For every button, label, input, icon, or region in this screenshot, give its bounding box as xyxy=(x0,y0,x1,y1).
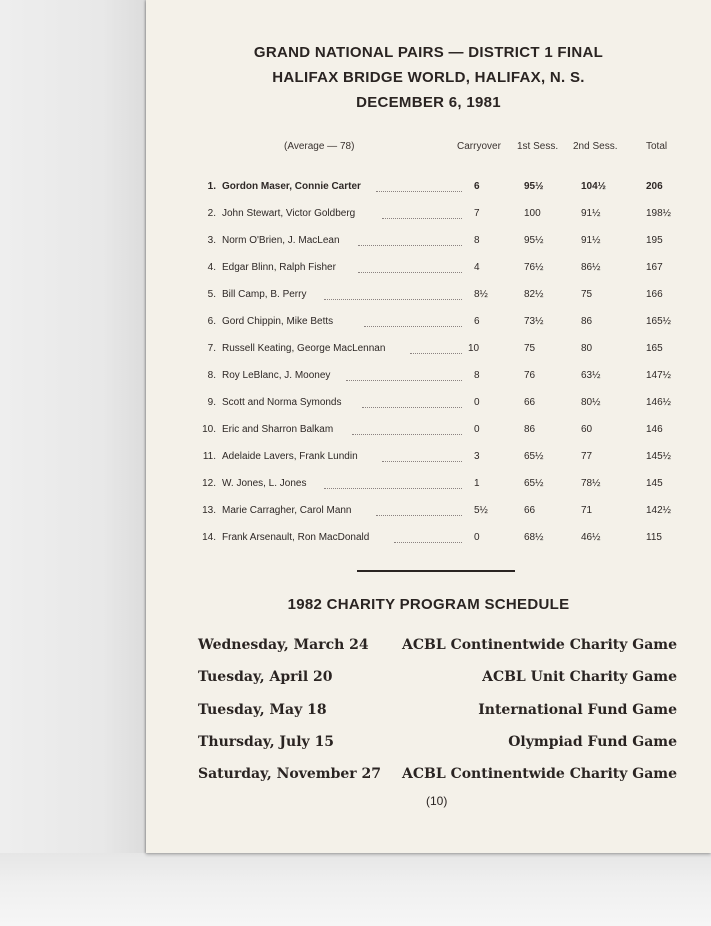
schedule-event: Olympiad Fund Game xyxy=(508,734,677,750)
schedule-event: ACBL Continentwide Charity Game xyxy=(402,766,677,782)
total-value: 142½ xyxy=(646,505,672,516)
first-session-value: 76½ xyxy=(524,262,544,273)
carryover-value: 0 xyxy=(474,397,480,408)
second-session-value: 78½ xyxy=(581,478,601,489)
total-value: 167 xyxy=(646,262,663,273)
second-session-value: 80 xyxy=(581,343,593,354)
table-row xyxy=(146,532,711,548)
first-session-value: 100 xyxy=(524,208,541,219)
first-session-value: 95½ xyxy=(524,235,544,246)
pair-names: Norm O'Brien, J. MacLean xyxy=(222,235,340,246)
pair-names: Russell Keating, George MacLennan xyxy=(222,343,386,354)
table-row xyxy=(146,208,711,224)
table-row xyxy=(146,370,711,386)
second-session-value: 80½ xyxy=(581,397,601,408)
leader-dots xyxy=(358,245,462,246)
table-row xyxy=(146,262,711,278)
rank: 14. xyxy=(202,532,216,543)
table-row xyxy=(146,343,711,359)
schedule-item xyxy=(198,734,677,754)
second-session-value: 46½ xyxy=(581,532,601,543)
total-value: 206 xyxy=(646,181,663,192)
rank: 13. xyxy=(202,505,216,516)
rank: 11. xyxy=(202,451,216,462)
total-value: 147½ xyxy=(646,370,672,381)
second-session-value: 75 xyxy=(581,289,593,300)
pair-names: Eric and Sharron Balkam xyxy=(222,424,334,435)
total-value: 195 xyxy=(646,235,663,246)
first-session-value: 95½ xyxy=(524,181,544,192)
carryover-value: 0 xyxy=(474,532,480,543)
schedule-item xyxy=(198,669,677,689)
schedule-date: Wednesday, March 24 xyxy=(198,637,369,653)
schedule-date: Tuesday, May 18 xyxy=(198,702,327,718)
carryover-value: 6 xyxy=(474,316,480,327)
carryover-value: 4 xyxy=(474,262,480,273)
total-value: 165 xyxy=(646,343,663,354)
leader-dots xyxy=(324,299,462,300)
second-session-value: 71 xyxy=(581,505,593,516)
second-session-value: 63½ xyxy=(581,370,601,381)
pair-names: Edgar Blinn, Ralph Fisher xyxy=(222,262,336,273)
rank: 3. xyxy=(207,235,216,246)
first-session-value: 65½ xyxy=(524,478,544,489)
average-note: (Average — 78) xyxy=(284,141,355,152)
carryover-value: 6 xyxy=(474,181,480,192)
pair-names: Gord Chippin, Mike Betts xyxy=(222,316,334,327)
first-session-value: 76 xyxy=(524,370,536,381)
rank: 4. xyxy=(207,262,216,273)
schedule-event: International Fund Game xyxy=(478,702,677,718)
schedule-date: Saturday, November 27 xyxy=(198,766,382,782)
first-session-value: 86 xyxy=(524,424,536,435)
leader-dots xyxy=(324,488,462,489)
schedule-title: 1982 CHARITY PROGRAM SCHEDULE xyxy=(287,596,570,613)
first-session-value: 65½ xyxy=(524,451,544,462)
table-row xyxy=(146,505,711,521)
event-title: GRAND NATIONAL PAIRS — DISTRICT 1 FINAL xyxy=(253,44,604,61)
pair-names: Marie Carragher, Carol Mann xyxy=(222,505,352,516)
table-row xyxy=(146,289,711,305)
total-value: 198½ xyxy=(646,208,672,219)
column-total: Total xyxy=(646,141,668,152)
leader-dots xyxy=(382,218,462,219)
total-value: 145½ xyxy=(646,451,672,462)
total-value: 115 xyxy=(646,532,662,543)
rank: 8. xyxy=(207,370,216,381)
table-row xyxy=(146,181,711,197)
second-session-value: 86 xyxy=(581,316,593,327)
pair-names: Bill Camp, B. Perry xyxy=(222,289,307,300)
total-value: 146½ xyxy=(646,397,672,408)
pair-names: W. Jones, L. Jones xyxy=(222,478,307,489)
carryover-value: 3 xyxy=(474,451,480,462)
second-session-value: 91½ xyxy=(581,208,601,219)
schedule-item xyxy=(198,702,677,722)
carryover-value: 8 xyxy=(474,235,480,246)
rank: 7. xyxy=(207,343,216,354)
first-session-value: 66 xyxy=(524,505,536,516)
rank: 2. xyxy=(207,208,216,219)
table-row xyxy=(146,451,711,467)
rank: 10. xyxy=(202,424,216,435)
carryover-value: 8½ xyxy=(474,289,488,300)
total-value: 146 xyxy=(646,424,663,435)
first-session-value: 82½ xyxy=(524,289,544,300)
leader-dots xyxy=(352,434,462,435)
event-venue: HALIFAX BRIDGE WORLD, HALIFAX, N. S. xyxy=(272,69,585,86)
rank: 9. xyxy=(207,397,216,408)
rank: 6. xyxy=(207,316,216,327)
schedule-event: ACBL Continentwide Charity Game xyxy=(402,637,677,653)
background-bottom xyxy=(0,853,711,926)
document-page xyxy=(146,0,711,853)
table-row xyxy=(146,397,711,413)
schedule-item xyxy=(198,766,677,786)
carryover-value: 0 xyxy=(474,424,480,435)
pair-names: Adelaide Lavers, Frank Lundin xyxy=(222,451,358,462)
total-value: 165½ xyxy=(646,316,672,327)
rank: 1. xyxy=(207,181,216,192)
leader-dots xyxy=(376,191,462,192)
pair-names: John Stewart, Victor Goldberg xyxy=(222,208,356,219)
first-session-value: 66 xyxy=(524,397,536,408)
pair-names: Scott and Norma Symonds xyxy=(222,397,342,408)
leader-dots xyxy=(358,272,462,273)
pair-names: Roy LeBlanc, J. Mooney xyxy=(222,370,331,381)
rank: 12. xyxy=(202,478,216,489)
table-row xyxy=(146,235,711,251)
event-date: DECEMBER 6, 1981 xyxy=(356,94,501,111)
second-session-value: 77 xyxy=(581,451,593,462)
pair-names: Frank Arsenault, Ron MacDonald xyxy=(222,532,370,543)
second-session-value: 60 xyxy=(581,424,593,435)
background-left xyxy=(0,0,146,926)
second-session-value: 86½ xyxy=(581,262,601,273)
second-session-value: 104½ xyxy=(581,181,607,192)
leader-dots xyxy=(394,542,462,543)
carryover-value: 10 xyxy=(468,343,480,354)
carryover-value: 1 xyxy=(474,478,480,489)
first-session-value: 73½ xyxy=(524,316,544,327)
section-divider xyxy=(357,570,515,572)
rank: 5. xyxy=(207,289,216,300)
column-first-session: 1st Sess. xyxy=(517,141,559,152)
second-session-value: 91½ xyxy=(581,235,601,246)
pair-names: Gordon Maser, Connie Carter xyxy=(222,181,361,192)
schedule-event: ACBL Unit Charity Game xyxy=(482,669,677,685)
table-row xyxy=(146,424,711,440)
total-value: 166 xyxy=(646,289,663,300)
schedule-date: Tuesday, April 20 xyxy=(198,669,333,685)
column-second-session: 2nd Sess. xyxy=(573,141,618,152)
carryover-value: 7 xyxy=(474,208,480,219)
table-row xyxy=(146,478,711,494)
first-session-value: 68½ xyxy=(524,532,544,543)
carryover-value: 5½ xyxy=(474,505,488,516)
carryover-value: 8 xyxy=(474,370,480,381)
leader-dots xyxy=(362,407,462,408)
first-session-value: 75 xyxy=(524,343,536,354)
table-row xyxy=(146,316,711,332)
leader-dots xyxy=(364,326,462,327)
schedule-date: Thursday, July 15 xyxy=(198,734,335,750)
page-number: (10) xyxy=(426,794,448,808)
total-value: 145 xyxy=(646,478,663,489)
leader-dots xyxy=(410,353,462,354)
schedule-item xyxy=(198,637,677,657)
leader-dots xyxy=(376,515,462,516)
leader-dots xyxy=(382,461,462,462)
leader-dots xyxy=(346,380,462,381)
column-carryover: Carryover xyxy=(457,141,501,152)
